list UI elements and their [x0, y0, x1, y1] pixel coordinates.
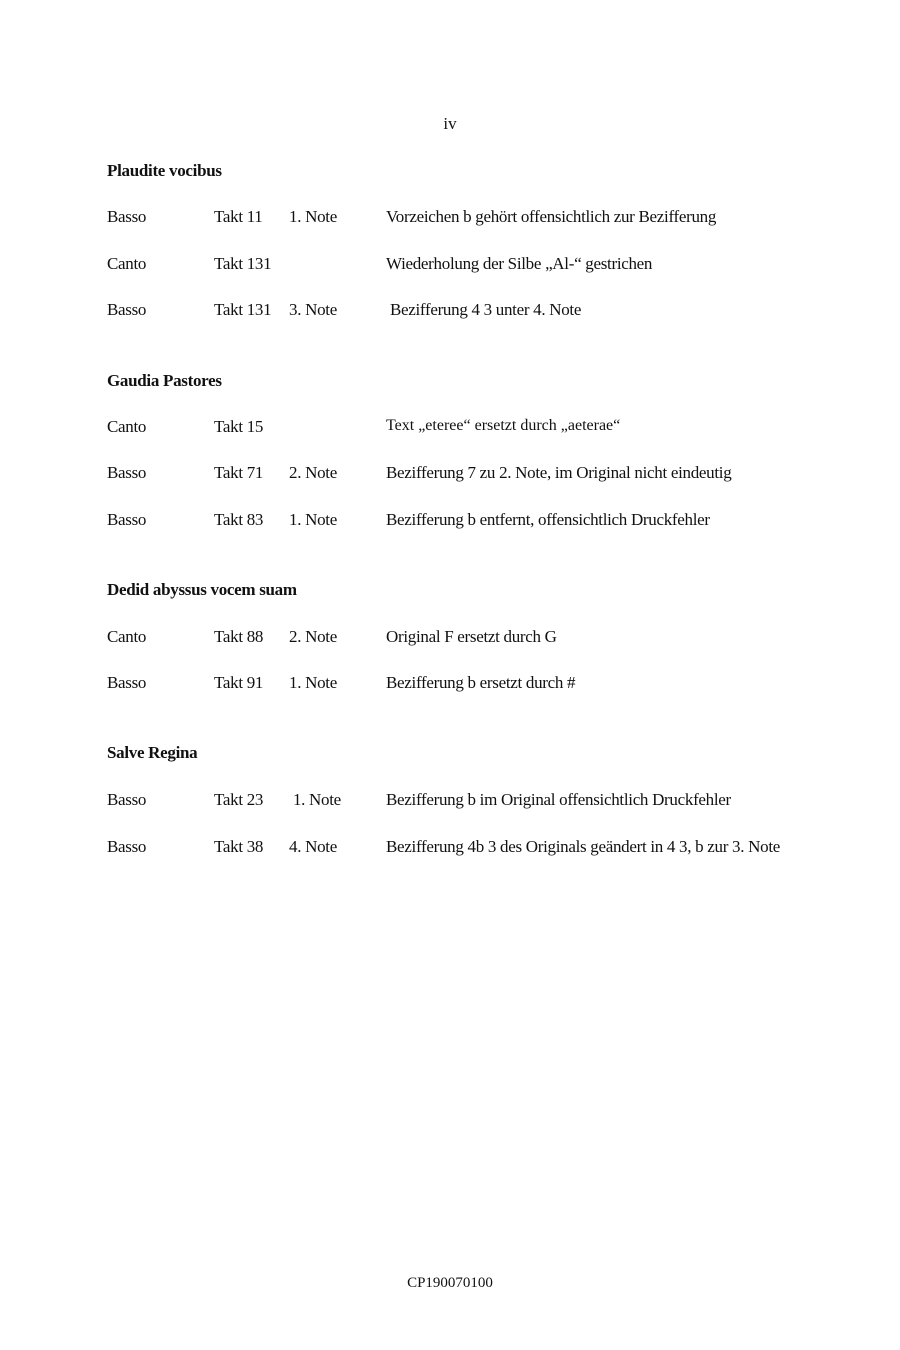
note-cell: 2. Note: [289, 627, 337, 646]
description-cell: Bezifferung b ersetzt durch #: [386, 673, 576, 692]
table-row: [0, 300, 900, 324]
table-row: [0, 627, 900, 651]
takt-cell: Takt 38: [214, 837, 264, 856]
table-row: [0, 463, 900, 487]
takt-cell: Takt 131: [214, 300, 272, 319]
description-cell: Bezifferung 7 zu 2. Note, im Original nicht eindeutig: [386, 463, 732, 482]
section-title: Plaudite vocibus: [107, 161, 222, 180]
description-cell: Bezifferung b im Original offensichtlich Druckfehler: [386, 790, 731, 809]
description-cell: Original F ersetzt durch G: [386, 627, 557, 646]
table-row: [0, 510, 900, 534]
voice-cell: Canto: [107, 417, 147, 436]
table-row: [0, 207, 900, 231]
table-row: [0, 837, 900, 861]
page-number: iv: [443, 114, 457, 133]
note-cell: 3. Note: [289, 300, 337, 319]
voice-cell: Canto: [107, 627, 147, 646]
takt-cell: Takt 11: [214, 207, 263, 226]
voice-cell: Canto: [107, 254, 147, 273]
voice-cell: Basso: [107, 463, 147, 482]
table-row: [0, 254, 900, 278]
note-cell: 1. Note: [289, 510, 337, 529]
description-cell: Wiederholung der Silbe „Al-“ gestrichen: [386, 254, 653, 273]
takt-cell: Takt 23: [214, 790, 264, 809]
description-cell: Text „eteree“ ersetzt durch „aeterae“: [386, 417, 621, 434]
note-cell: 1. Note: [289, 207, 337, 226]
takt-cell: Takt 88: [214, 627, 264, 646]
description-cell: Bezifferung b entfernt, offensichtlich Druckfehler: [386, 510, 710, 529]
description-cell: Bezifferung 4 3 unter 4. Note: [386, 300, 582, 319]
voice-cell: Basso: [107, 300, 147, 319]
table-row: [0, 790, 900, 814]
section-title: Salve Regina: [107, 743, 198, 762]
note-cell: 2. Note: [289, 463, 337, 482]
takt-cell: Takt 15: [214, 417, 264, 436]
voice-cell: Basso: [107, 790, 147, 809]
takt-cell: Takt 91: [214, 673, 264, 692]
voice-cell: Basso: [107, 837, 147, 856]
takt-cell: Takt 131: [214, 254, 272, 273]
section-title: Dedid abyssus vocem suam: [107, 580, 297, 599]
note-cell: 1. Note: [289, 790, 341, 809]
table-row: [0, 673, 900, 697]
description-cell: Bezifferung 4b 3 des Originals geändert in 4 3, b zur 3. Note: [386, 837, 781, 856]
voice-cell: Basso: [107, 510, 147, 529]
voice-cell: Basso: [107, 207, 147, 226]
note-cell: 4. Note: [289, 837, 337, 856]
footer-code: CP190070100: [407, 1275, 493, 1291]
voice-cell: Basso: [107, 673, 147, 692]
description-cell: Vorzeichen b gehört offensichtlich zur Bezifferung: [386, 207, 717, 226]
note-cell: 1. Note: [289, 673, 337, 692]
takt-cell: Takt 71: [214, 463, 264, 482]
table-row: [0, 417, 900, 441]
takt-cell: Takt 83: [214, 510, 264, 529]
section-title: Gaudia Pastores: [107, 371, 222, 390]
